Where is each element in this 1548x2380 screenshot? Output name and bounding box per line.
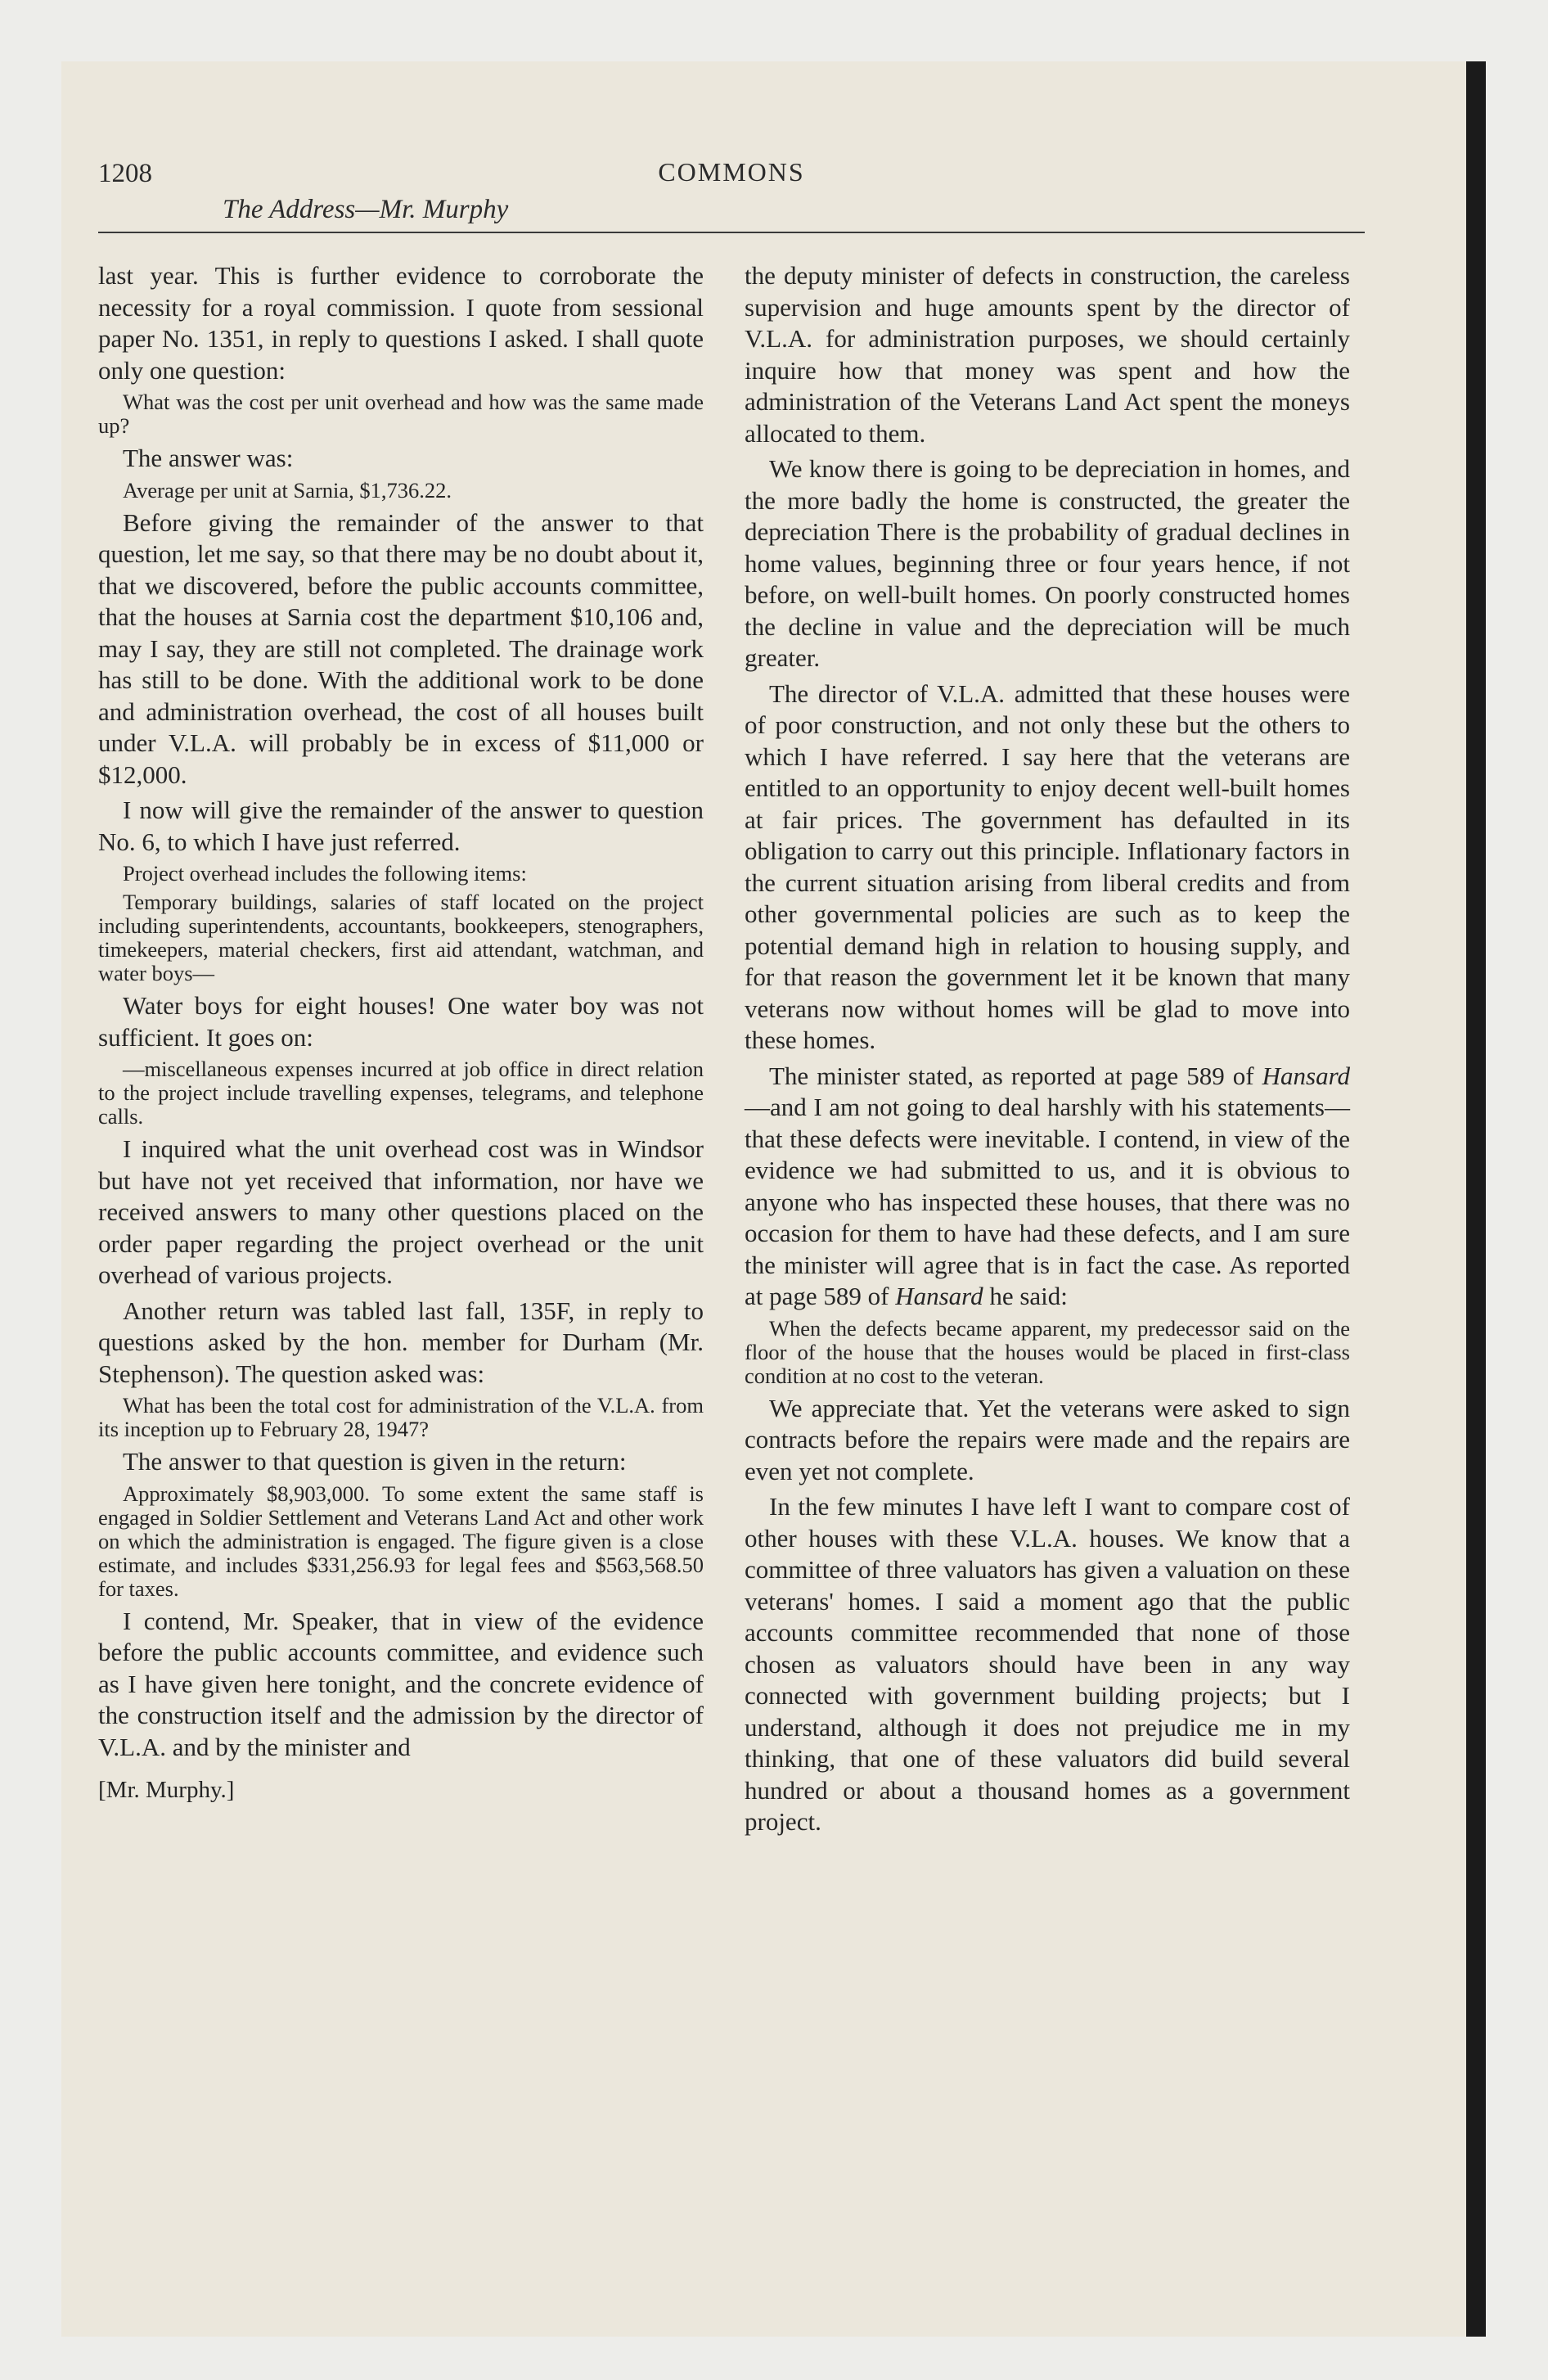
paragraph: I inquired what the unit overhead cost was in Windsor but have not yet received that information, nor have we received answers to many other questions placed on the order paper regarding the project overhead or the unit overhead of various projects. [98, 1134, 704, 1289]
paragraph [745, 1061, 1350, 1313]
paragraph: Before giving the remainder of the answer to that question, let me say, so that there may be no doubt about it, that we discovered, before the public accounts committee, that the houses at Sarnia cost the department $10,106 and, may I say, they are still not completed. The drainage work has still to be done. With the additional work to be done and administration overhead, the cost of all houses built under V.L.A. will probably be in excess of $11,000 or $12,000. [98, 507, 704, 789]
page-header [98, 156, 1365, 233]
quotation: What has been the total cost for administration of the V.L.A. from its inception up to February 28, 1947? [98, 1393, 704, 1441]
hansard-reference: Hansard [895, 1282, 983, 1310]
paragraph: The answer was: [123, 444, 294, 472]
paragraph: The answer to that question is given in the return: [123, 1447, 627, 1476]
quotation: Temporary buildings, salaries of staff located on the project including superintendents, accountants, bookkeepers, stenographers, timekeepers, material checkers, first aid attendant, watchman, and water boys— [98, 890, 704, 985]
quotation: What was the cost per unit overhead and how was the same made up? [98, 390, 704, 438]
quotation: Project overhead includes the following items: [123, 861, 527, 886]
paragraph: We know there is going to be depreciation in homes, and the more badly the home is constructed, the greater the depreciation There is the probability of gradual declines in home values, beginning three or four years hence, if not before, on well-built homes. On poorly constructed homes the decline in value and the depreciation will be much greater. [745, 454, 1350, 672]
left-column [98, 260, 704, 1806]
right-column [745, 260, 1350, 1842]
page-number: 1208 [98, 159, 152, 188]
speaker-attribution: [Mr. Murphy.] [98, 1777, 235, 1803]
quotation: Approximately $8,903,000. To some extent the same staff is engaged in Soldier Settlement and Veterans Land Act and other work on which the administration is engaged. The figure given is a close estimate, and includes $331,256.93 for legal fees and $563,568.50 for taxes. [98, 1481, 704, 1601]
text-run: he said: [983, 1282, 1068, 1310]
paragraph: Another return was tabled last fall, 135F, in reply to questions asked by the hon. member for Durham (Mr. Stephenson). The question asked was: [98, 1296, 704, 1388]
paragraph: I contend, Mr. Speaker, that in view of the evidence before the public accounts committee, and evidence such as I have given here tonight, and the concrete evidence of the construction itself and the admission by the director of V.L.A. and by the minister and [98, 1606, 704, 1761]
text-run: The minister stated, as reported at page 589 of [769, 1061, 1262, 1090]
running-title: COMMONS [658, 157, 805, 187]
running-subtitle: The Address—Mr. Murphy [223, 195, 509, 224]
quotation: When the defects became apparent, my predecessor said on the floor of the house that the houses would be placed in first-class condition at no cost to the veteran. [745, 1315, 1350, 1388]
paragraph: We appreciate that. Yet the veterans were asked to sign contracts before the repairs were made and the repairs are even yet not complete. [745, 1393, 1350, 1485]
paragraph: the deputy minister of defects in construction, the careless supervision and huge amounts spent by the director of V.L.A. for administration purposes, we should certainly inquire how that money was spent and how the administration of the Veterans Land Act spent the moneys allocated to them. [745, 261, 1350, 448]
quotation: —miscellaneous expenses incurred at job office in direct relation to the project include travelling expenses, telegrams, and telephone calls. [98, 1057, 704, 1129]
hansard-reference: Hansard [1262, 1061, 1350, 1090]
scan-edge [1466, 61, 1486, 2337]
paragraph: I now will give the remainder of the answer to question No. 6, to which I have just referred. [98, 796, 704, 856]
text-run: —and I am not going to deal harshly with his statements—that these defects were inevitable. I contend, in view of the evidence we had submitted to us, and it is obvious to anyone who has inspected these houses, that there was no occasion for them to have had these defects, and I am sure the minister will agree that is in fact the case. As reported at page 589 of [745, 1093, 1350, 1310]
paragraph: The director of V.L.A. admitted that these houses were of poor construction, and not only these but the others to which I have referred. I say here that the veterans are entitled to an opportunity to enjoy decent well-built homes at fair prices. The government has defaulted in its obligation to carry out this principle. Inflationary factors in the current situation arising from liberal credits and from other governmental policies are such as to keep the potential demand high in relation to housing supply, and for that reason the government let it be known that many veterans now without homes will be glad to move into these homes. [745, 678, 1350, 1054]
paragraph: last year. This is further evidence to corroborate the necessity for a royal commission. I quote from sessional paper No. 1351, in reply to questions I asked. I shall quote only one question: [98, 261, 704, 385]
header-rule [98, 232, 1365, 233]
paragraph: In the few minutes I have left I want to compare cost of other houses with these V.L.A. houses. We know that a committee of three valuators has given a valuation on these veterans' homes. I said a moment ago that the public accounts committee recommended that none of those chosen as valuators should have been in any way connected with government building projects; but I understand, although it does not prejudice me in my thinking, that one of these valuators did build several hundred or about a thousand homes as a government project. [745, 1492, 1350, 1836]
paragraph: Water boys for eight houses! One water boy was not sufficient. It goes on: [98, 991, 704, 1052]
quotation: Average per unit at Sarnia, $1,736.22. [123, 477, 452, 503]
